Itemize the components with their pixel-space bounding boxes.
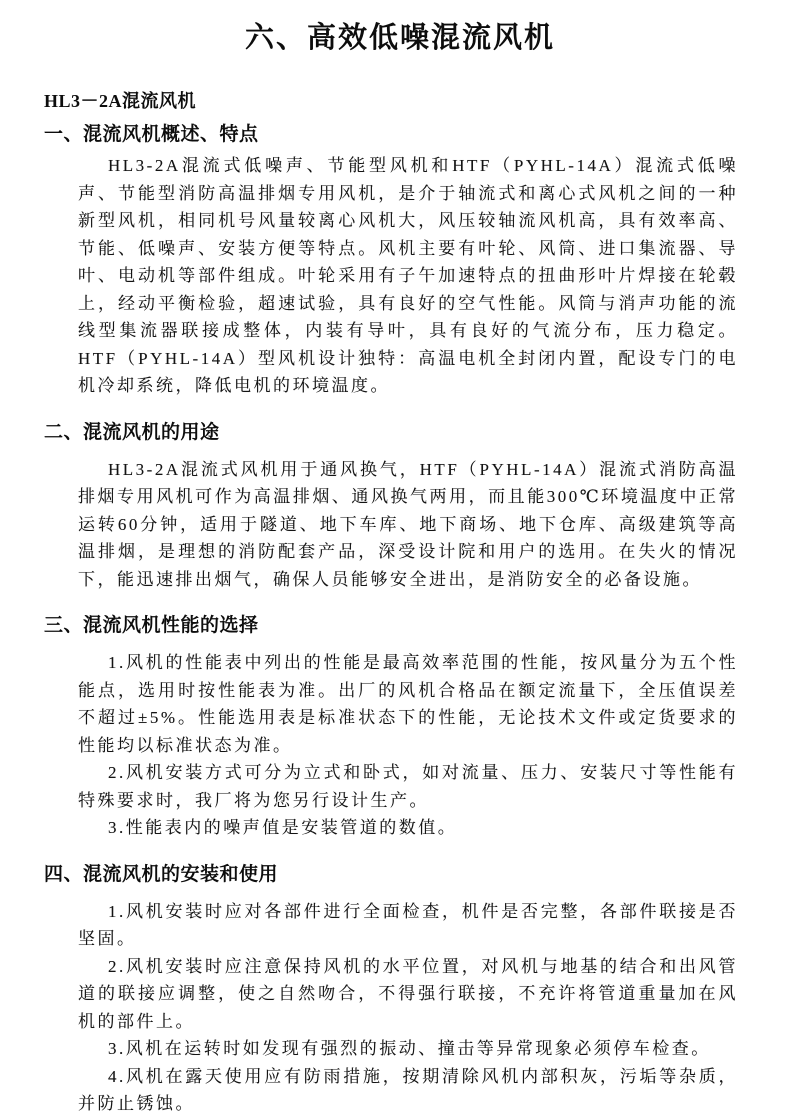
paragraph-installation-item-1: 1.风机安装时应对各部件进行全面检查，机件是否完整，各部件联接是否坚固。 bbox=[78, 901, 738, 948]
paragraph-installation-item-3: 3.风机在运转时如发现有强烈的振动、撞击等异常现象必须停车检查。 bbox=[108, 1039, 711, 1058]
paragraph-installation-item-4: 4.风机在露天使用应有防雨措施，按期清除风机内部积灰，污垢等杂质，并防止锈蚀。 bbox=[78, 1066, 738, 1113]
section-overview bbox=[44, 122, 756, 400]
paragraph-usage: HL3-2A混流式风机用于通风换气，HTF（PYHL-14A）混流式消防高温排烟专用风机可作为高温排烟、通风换气两用，而且能300℃环境温度中正常运转60分钟，适用于隧道、地下车库、地下商场、地下仓库、高级建筑等高温排烟，是理想的消防配套产品，深受设计院和用户的选用。在失火的情况下，能迅速排出烟气，确保人员能够安全进出，是消防安全的必备设施。 bbox=[78, 459, 738, 589]
section-usage bbox=[44, 420, 756, 594]
document-title: 六、高效低噪混流风机 bbox=[244, 22, 555, 54]
paragraph-performance-item-2: 2.风机安装方式可分为立式和卧式，如对流量、压力、安装尺寸等性能有特殊要求时，我厂将为您另行设计生产。 bbox=[78, 763, 738, 810]
paragraph-installation-item-2: 2.风机安装时应注意保持风机的水平位置，对风机与地基的结合和出风管道的联接应调整，使之自然吻合，不得强行联接，不充许将管道重量加在风机的部件上。 bbox=[78, 956, 738, 1031]
section-heading-usage: 二、混流风机的用途 bbox=[44, 421, 220, 443]
paragraph-overview: HL3-2A混流式低噪声、节能型风机和HTF（PYHL-14A）混流式低噪声、节能型消防高温排烟专用风机，是介于轴流式和离心式风机之间的一种新型风机，相同机号风量较离心风机大，风压较轴流风机高，具有效率高、节能、低噪声、安装方便等特点。风机主要有叶轮、风筒、进口集流器、导叶、电动机等部件组成。叶轮采用有子午加速特点的扭曲形叶片焊接在轮毂上，经动平衡检验，超速试验，具有良好的空气性能。风筒与消声功能的流线型集流器联接成整体，内装有导叶，具有良好的气流分布，压力稳定。HTF（PYHL-14A）型风机设计独特：高温电机全封闭内置，配设专门的电机冷却系统，降低电机的环境温度。 bbox=[78, 156, 738, 395]
paragraph-performance-item-3: 3.性能表内的噪声值是安装管道的数值。 bbox=[108, 818, 458, 837]
section-heading-performance-selection: 三、混流风机性能的选择 bbox=[44, 615, 259, 636]
section-heading-installation-usage: 四、混流风机的安装和使用 bbox=[44, 863, 279, 885]
model-subtitle: HL3－2A混流风机 bbox=[44, 91, 197, 111]
paragraph-performance-item-1: 1.风机的性能表中列出的性能是最高效率范围的性能，按风量分为五个性能点，选用时按性能表为准。出厂的风机合格品在额定流量下，全压值误差不超过±5%。性能选用表是标准状态下的性能，无论技术文件或定货要求的性能均以标准状态为准。 bbox=[78, 653, 738, 755]
section-installation-usage bbox=[44, 862, 756, 1118]
section-heading-overview: 一、混流风机概述、特点 bbox=[44, 124, 259, 145]
section-performance-selection bbox=[44, 613, 756, 842]
